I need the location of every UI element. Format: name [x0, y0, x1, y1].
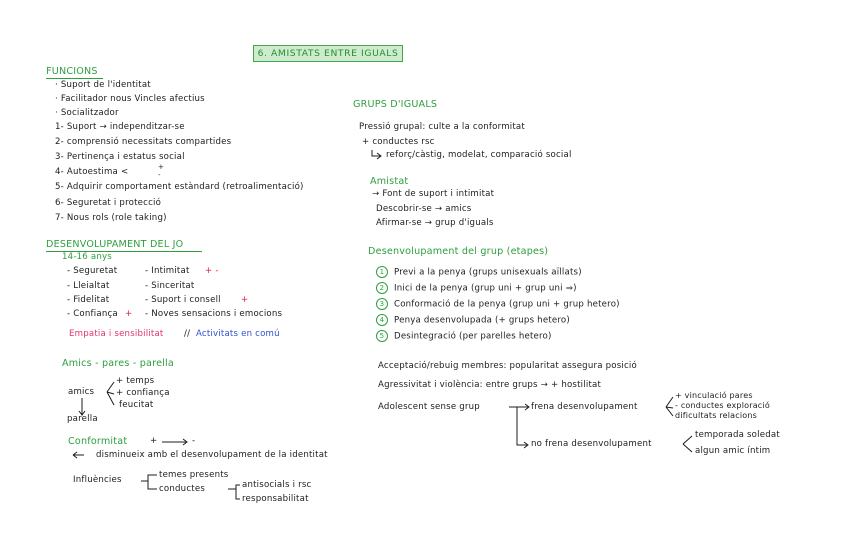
conductes-branch: responsabilitat — [242, 494, 309, 504]
activitats-text: Activitats en comú — [196, 329, 280, 339]
funcions-item: 7- Nous rols (role taking) — [55, 213, 167, 223]
influencies-branch: conductes — [159, 484, 205, 494]
amics-label: amics — [68, 387, 95, 397]
frena-text: frena desenvolupament — [531, 402, 638, 412]
etapa-item — [376, 282, 577, 295]
autoestima-minus: - — [158, 171, 161, 179]
refors-text: reforç/càstig, modelat, comparació social — [386, 150, 572, 160]
suport-mark: + — [241, 295, 249, 305]
age-range: 14-16 anys — [62, 252, 112, 262]
etapa-number: 3 — [376, 298, 388, 310]
jo-left-item: - Lleialtat — [67, 281, 110, 291]
autoestima-plus: + — [158, 163, 165, 171]
funcions-item: · Suport de l'identitat — [55, 80, 151, 90]
empatia-text: Empatia i sensibilitat — [69, 329, 164, 339]
etapa-text: Conformació de la penya (grup uni + grup hetero) — [394, 299, 620, 310]
separator: // — [184, 329, 191, 339]
funcions-item: 5- Adquirir comportament estàndard (retroalimentació) — [55, 182, 304, 192]
funcions-item: 6- Seguretat i protecció — [55, 198, 162, 208]
jo-right-item: - Sinceritat — [145, 281, 195, 291]
pressio-text: Pressió grupal: culte a la conformitat — [359, 122, 525, 132]
grups-heading: GRUPS D'IGUALS — [353, 99, 438, 110]
frena-branch: dificultats relacions — [675, 411, 758, 420]
conformitat-heading: Conformitat — [68, 436, 128, 447]
amistat-item: Descobrir-se → amics — [376, 204, 472, 214]
disminueix-text: disminueix amb el desenvolupament de la identitat — [96, 450, 328, 460]
etapa-text: Desintegració (per parelles hetero) — [394, 331, 552, 342]
jo-right-item: - Intimitat — [145, 266, 190, 276]
frena-branch: - conductes exploració — [675, 401, 770, 410]
no-frena-text: no frena desenvolupament — [531, 439, 652, 449]
amistat-item: Afirmar-se → grup d'iguals — [376, 218, 494, 228]
funcions-item: 4- Autoestima < — [55, 167, 129, 177]
confianca-mark: + — [125, 309, 133, 319]
jo-right-item: - Noves sensacions i emocions — [145, 309, 283, 319]
jo-right-item: - Suport i consell — [145, 295, 221, 305]
etapes-heading: Desenvolupament del grup (etapes) — [368, 246, 549, 257]
amics-heading: Amics - pares - parella — [62, 358, 174, 369]
etapa-number: 5 — [376, 330, 388, 342]
jo-left-item: - Fidelitat — [67, 295, 110, 305]
conductes-text: + conductes rsc — [362, 137, 435, 147]
page-title: 6. AMISTATS ENTRE IGUALS — [253, 45, 403, 62]
amistat-item: → Font de suport i intimitat — [372, 189, 495, 199]
etapa-number: 2 — [376, 282, 388, 294]
funcions-item: 3- Pertinença i estatus social — [55, 152, 185, 162]
conformitat-plus: + — [150, 436, 158, 446]
etapa-item — [376, 330, 552, 343]
jo-left-item: - Seguretat — [67, 266, 118, 276]
amics-branch: feucitat — [119, 400, 154, 410]
etapa-number: 1 — [376, 266, 388, 278]
conformitat-minus: - — [192, 436, 196, 446]
funcions-item: 2- comprensió necessitats compartides — [55, 137, 232, 147]
adolescent-text: Adolescent sense grup — [378, 402, 480, 412]
etapa-text: Penya desenvolupada (+ grups hetero) — [394, 315, 570, 326]
influencies-label: Influències — [73, 475, 122, 485]
funcions-heading: FUNCIONS — [46, 66, 98, 77]
amics-branch: + temps — [116, 376, 155, 386]
frena-branch: + vinculació pares — [675, 391, 753, 400]
etapa-item — [376, 314, 570, 327]
parella-label: parella — [67, 414, 98, 424]
funcions-item: · Socialitzador — [55, 108, 119, 118]
amics-branch: + confiança — [116, 388, 170, 398]
amistat-heading: Amistat — [370, 176, 409, 187]
agressivitat-text: Agressivitat i violència: entre grups → + hostilitat — [378, 380, 602, 390]
no-frena-branch: algun amic íntim — [695, 446, 771, 456]
funcions-item: · Facilitador nous Vincles afectius — [55, 94, 205, 104]
etapa-text: Inici de la penya (grup uni + grup uni ⇒) — [394, 283, 577, 294]
no-frena-branch: temporada soledat — [695, 430, 780, 440]
etapa-item — [376, 298, 620, 311]
etapa-text: Previ a la penya (grups unisexuals aïllats) — [394, 267, 582, 278]
etapa-item — [376, 266, 582, 279]
jo-left-item: - Confiança — [67, 309, 118, 319]
conductes-branch: antisocials i rsc — [242, 480, 312, 490]
desenvolupament-jo-heading: DESENVOLUPAMENT DEL JO — [46, 239, 184, 250]
etapa-number: 4 — [376, 314, 388, 326]
funcions-item: 1- Suport → independitzar-se — [55, 122, 185, 132]
intimitat-marks: + - — [205, 266, 219, 276]
influencies-branch: temes presents — [159, 470, 229, 480]
acceptacio-text: Acceptació/rebuig membres: popularitat assegura posició — [378, 361, 637, 371]
